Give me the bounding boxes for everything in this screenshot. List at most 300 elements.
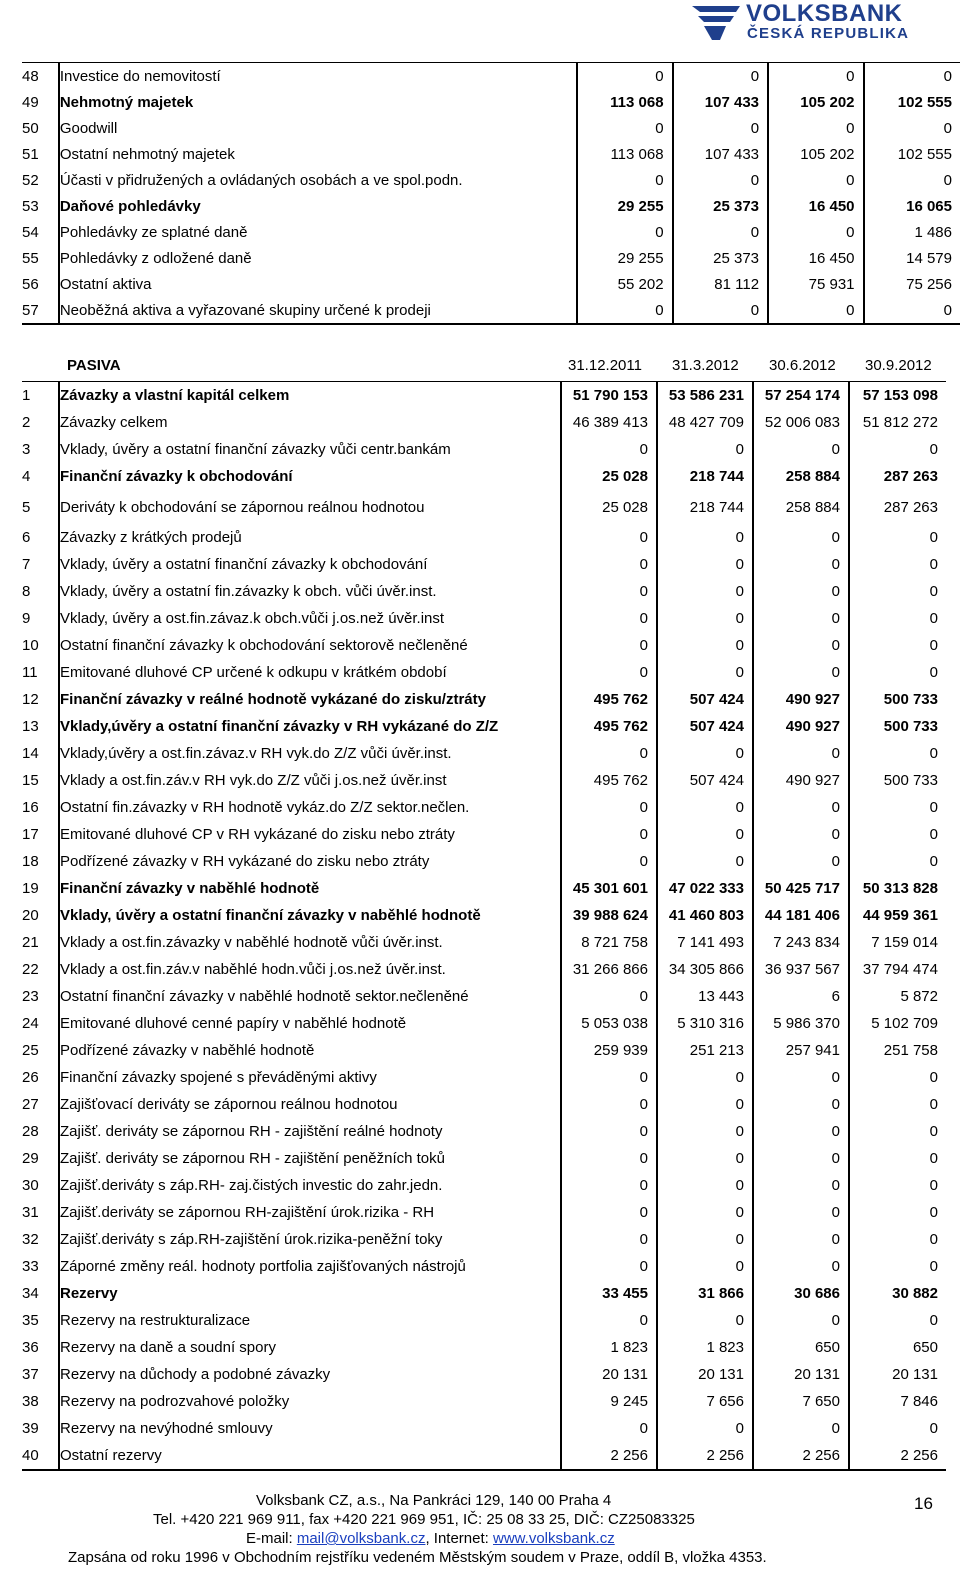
- table-row: [22, 1388, 946, 1415]
- row-value-2: 0: [657, 740, 753, 767]
- row-value-1: 0: [577, 167, 672, 193]
- row-value-4: 0: [929, 610, 938, 627]
- row-number: 22: [22, 956, 59, 983]
- row-value-2: 507 424: [657, 767, 753, 794]
- date-col-3: 30.6.2012: [769, 357, 836, 374]
- row-value-4: 0: [929, 1312, 938, 1329]
- row-value-4: 37 794 474: [862, 961, 938, 978]
- row-value-2: 0: [657, 1118, 753, 1145]
- row-value-4: 0: [929, 583, 938, 600]
- row-label: Zajišť.deriváty s záp.RH- zaj.čistých investic do zahr.jedn.: [59, 1172, 561, 1199]
- row-value-3: 0: [753, 848, 849, 875]
- row-value-4: 0: [929, 441, 938, 458]
- table-row: [22, 821, 946, 848]
- table-row: [22, 1118, 946, 1145]
- row-number: 20: [22, 902, 59, 929]
- row-value-2: 107 433: [673, 89, 768, 115]
- row-value-4: 0: [943, 301, 952, 319]
- row-number: 50: [22, 115, 59, 141]
- row-value-1: 113 068: [577, 141, 672, 167]
- row-value-4: 0: [929, 637, 938, 654]
- row-number: 49: [22, 89, 59, 115]
- row-value-4: 5 102 709: [871, 1015, 938, 1032]
- row-value-2: 0: [657, 578, 753, 605]
- row-number: 10: [22, 632, 59, 659]
- row-number: 23: [22, 983, 59, 1010]
- row-number: 7: [22, 551, 59, 578]
- row-value-3: 0: [753, 524, 849, 551]
- table-row: [22, 63, 960, 90]
- row-value-2: 0: [673, 297, 768, 324]
- row-value-1: 2 256: [561, 1442, 657, 1470]
- row-number: 32: [22, 1226, 59, 1253]
- table-row: [22, 1334, 946, 1361]
- row-number: 33: [22, 1253, 59, 1280]
- table-row: [22, 436, 946, 463]
- table-row: [22, 89, 960, 115]
- row-label: Vklady, úvěry a ostatní finanční závazky vůči centr.bankám: [59, 436, 561, 463]
- row-value-3: 258 884: [753, 490, 849, 524]
- row-label: Rezervy na důchody a podobné závazky: [59, 1361, 561, 1388]
- row-number: 17: [22, 821, 59, 848]
- row-value-1: 20 131: [561, 1361, 657, 1388]
- row-value-4: 102 555: [897, 93, 952, 111]
- row-number: 37: [22, 1361, 59, 1388]
- row-value-2: 1 823: [657, 1334, 753, 1361]
- row-number: 26: [22, 1064, 59, 1091]
- row-value-4: 0: [929, 1231, 938, 1248]
- table-row: [22, 983, 946, 1010]
- table-row: [22, 409, 946, 436]
- row-value-3: 0: [753, 1199, 849, 1226]
- row-value-3: 7 650: [753, 1388, 849, 1415]
- row-number: 1: [22, 382, 59, 410]
- row-value-3: 0: [768, 167, 863, 193]
- row-value-1: 113 068: [577, 89, 672, 115]
- row-value-1: 31 266 866: [561, 956, 657, 983]
- row-value-4: 20 131: [892, 1366, 938, 1383]
- row-value-4: 287 263: [883, 498, 938, 516]
- table-row: [22, 1307, 946, 1334]
- row-value-1: 0: [561, 524, 657, 551]
- row-label: Ostatní fin.závazky v RH hodnotě vykáz.do Z/Z sektor.nečlen.: [59, 794, 561, 821]
- row-value-1: 0: [561, 659, 657, 686]
- row-value-2: 0: [657, 1415, 753, 1442]
- row-value-4: 650: [912, 1339, 938, 1356]
- row-value-1: 495 762: [561, 713, 657, 740]
- table-row: [22, 1091, 946, 1118]
- row-value-2: 507 424: [657, 686, 753, 713]
- row-value-1: 45 301 601: [561, 875, 657, 902]
- row-value-1: 0: [561, 1118, 657, 1145]
- table-row: [22, 524, 946, 551]
- row-value-2: 0: [657, 848, 753, 875]
- row-value-3: 0: [753, 1307, 849, 1334]
- row-value-2: 13 443: [657, 983, 753, 1010]
- row-label: Pohledávky z odložené daně: [59, 245, 577, 271]
- row-value-1: 0: [561, 848, 657, 875]
- row-value-2: 0: [657, 1307, 753, 1334]
- row-label: Ostatní finanční závazky k obchodování sektorově nečleněné: [59, 632, 561, 659]
- row-value-3: 30 686: [753, 1280, 849, 1307]
- row-value-2: 31 866: [657, 1280, 753, 1307]
- row-value-1: 29 255: [577, 193, 672, 219]
- row-value-1: 0: [561, 983, 657, 1010]
- row-label: Neoběžná aktiva a vyřazované skupiny určené k prodeji: [59, 297, 577, 324]
- row-value-3: 0: [768, 63, 863, 90]
- table-row: [22, 245, 960, 271]
- row-label: Závazky a vlastní kapitál celkem: [59, 382, 561, 410]
- row-value-4: 0: [929, 1123, 938, 1140]
- row-value-4: 0: [929, 1096, 938, 1113]
- row-value-4: 57 153 098: [862, 387, 938, 404]
- table-row: [22, 659, 946, 686]
- row-value-2: 0: [657, 821, 753, 848]
- row-label: Rezervy na daně a soudní spory: [59, 1334, 561, 1361]
- row-value-1: 0: [577, 297, 672, 324]
- row-label: Zajišť. deriváty se zápornou RH - zajištění peněžních toků: [59, 1145, 561, 1172]
- row-number: 31: [22, 1199, 59, 1226]
- row-value-2: 0: [657, 1226, 753, 1253]
- table-row: [22, 1037, 946, 1064]
- row-value-1: 0: [577, 219, 672, 245]
- row-value-4: 51 812 272: [862, 414, 938, 431]
- row-value-4: 251 758: [883, 1042, 938, 1059]
- row-value-1: 0: [561, 740, 657, 767]
- table-row: [22, 1361, 946, 1388]
- row-value-2: 0: [657, 1064, 753, 1091]
- row-value-2: 0: [657, 1253, 753, 1280]
- row-value-4: 7 159 014: [871, 934, 938, 951]
- table-row: [22, 578, 946, 605]
- row-value-2: 20 131: [657, 1361, 753, 1388]
- table-row: [22, 1010, 946, 1037]
- row-value-2: 0: [657, 1145, 753, 1172]
- row-value-2: 41 460 803: [657, 902, 753, 929]
- table-row: [22, 956, 946, 983]
- row-value-1: 0: [561, 1415, 657, 1442]
- table-row: [22, 1145, 946, 1172]
- row-value-3: 75 931: [768, 271, 863, 297]
- row-label: Finanční závazky spojené s převáděnými aktivy: [59, 1064, 561, 1091]
- date-col-2: 31.3.2012: [672, 357, 739, 374]
- row-value-1: 0: [561, 605, 657, 632]
- row-value-3: 257 941: [753, 1037, 849, 1064]
- row-value-2: 0: [673, 63, 768, 90]
- table-row: [22, 1226, 946, 1253]
- liabilities-table: [22, 381, 946, 1471]
- table-row: [22, 115, 960, 141]
- row-label: Nehmotný majetek: [59, 89, 577, 115]
- row-number: 2: [22, 409, 59, 436]
- row-number: 24: [22, 1010, 59, 1037]
- row-value-3: 52 006 083: [753, 409, 849, 436]
- row-value-2: 0: [657, 1199, 753, 1226]
- row-value-3: 5 986 370: [753, 1010, 849, 1037]
- footer-registration: Zapsána od roku 1996 v Obchodním rejstříku vedeném Městským soudem v Praze, oddíl B, vložka 4353.: [68, 1549, 767, 1566]
- row-label: Zajišťovací deriváty se zápornou reálnou hodnotou: [59, 1091, 561, 1118]
- row-label: Zajišť.deriváty s záp.RH-zajištění úrok.rizika-peněžní toky: [59, 1226, 561, 1253]
- row-value-3: 0: [753, 1064, 849, 1091]
- row-value-1: 25 028: [561, 490, 657, 524]
- row-value-4: 16 065: [906, 197, 952, 215]
- row-value-3: 0: [753, 794, 849, 821]
- row-value-2: 7 656: [657, 1388, 753, 1415]
- row-value-3: 0: [753, 1172, 849, 1199]
- row-value-3: 6: [753, 983, 849, 1010]
- row-number: 11: [22, 659, 59, 686]
- row-value-4: 30 882: [892, 1285, 938, 1302]
- row-value-2: 0: [657, 632, 753, 659]
- row-value-1: 0: [561, 821, 657, 848]
- row-value-3: 0: [753, 1091, 849, 1118]
- footer-address: Volksbank CZ, a.s., Na Pankráci 129, 140 00 Praha 4: [256, 1492, 612, 1509]
- assets-table: [22, 62, 960, 325]
- row-number: 8: [22, 578, 59, 605]
- table-row: [22, 297, 960, 324]
- row-value-4: 0: [929, 556, 938, 573]
- row-value-4: 0: [929, 1069, 938, 1086]
- row-value-4: 0: [929, 853, 938, 870]
- row-value-1: 0: [561, 1226, 657, 1253]
- row-value-1: 0: [561, 632, 657, 659]
- row-value-2: 81 112: [673, 271, 768, 297]
- table-row: [22, 1253, 946, 1280]
- row-value-1: 25 028: [561, 463, 657, 490]
- row-value-2: 0: [657, 794, 753, 821]
- row-value-1: 259 939: [561, 1037, 657, 1064]
- row-number: 5: [22, 490, 59, 524]
- row-value-3: 7 243 834: [753, 929, 849, 956]
- row-value-1: 0: [561, 1199, 657, 1226]
- table-row: [22, 463, 946, 490]
- row-value-3: 36 937 567: [753, 956, 849, 983]
- row-number: 36: [22, 1334, 59, 1361]
- row-value-2: 0: [657, 659, 753, 686]
- row-value-4: 0: [929, 826, 938, 843]
- row-label: Rezervy na restrukturalizace: [59, 1307, 561, 1334]
- row-value-3: 258 884: [753, 463, 849, 490]
- row-value-2: 5 310 316: [657, 1010, 753, 1037]
- table-row: [22, 686, 946, 713]
- row-value-1: 0: [561, 1253, 657, 1280]
- row-label: Emitované dluhové cenné papíry v naběhlé hodnotě: [59, 1010, 561, 1037]
- row-number: 4: [22, 463, 59, 490]
- row-label: Finanční závazky v naběhlé hodnotě: [59, 875, 561, 902]
- row-value-4: 0: [929, 664, 938, 681]
- row-value-2: 48 427 709: [657, 409, 753, 436]
- row-label: Emitované dluhové CP v RH vykázané do zisku nebo ztráty: [59, 821, 561, 848]
- table-row: [22, 902, 946, 929]
- row-value-4: 0: [929, 1204, 938, 1221]
- row-value-2: 0: [673, 219, 768, 245]
- row-value-4: 0: [929, 745, 938, 762]
- row-value-3: 16 450: [768, 245, 863, 271]
- row-number: 19: [22, 875, 59, 902]
- row-number: 51: [22, 141, 59, 167]
- row-value-1: 0: [561, 436, 657, 463]
- table-row: [22, 767, 946, 794]
- row-value-3: 20 131: [753, 1361, 849, 1388]
- row-value-1: 8 721 758: [561, 929, 657, 956]
- row-value-3: 0: [753, 659, 849, 686]
- row-value-4: 7 846: [900, 1393, 938, 1410]
- row-value-3: 105 202: [768, 89, 863, 115]
- table-row: [22, 605, 946, 632]
- table-row: [22, 1415, 946, 1442]
- row-value-1: 0: [561, 578, 657, 605]
- row-value-2: 251 213: [657, 1037, 753, 1064]
- row-value-4: 14 579: [906, 249, 952, 267]
- row-number: 34: [22, 1280, 59, 1307]
- row-value-4: 500 733: [883, 718, 938, 735]
- row-label: Vklady,úvěry a ost.fin.závaz.v RH vyk.do Z/Z vůči úvěr.inst.: [59, 740, 561, 767]
- row-number: 48: [22, 63, 59, 90]
- row-label: Daňové pohledávky: [59, 193, 577, 219]
- row-number: 12: [22, 686, 59, 713]
- row-label: Vklady, úvěry a ostatní finanční závazky v naběhlé hodnotě: [59, 902, 561, 929]
- row-value-1: 495 762: [561, 767, 657, 794]
- row-value-2: 7 141 493: [657, 929, 753, 956]
- row-number: 25: [22, 1037, 59, 1064]
- row-label: Zajišť.deriváty se zápornou RH-zajištění úrok.rizika - RH: [59, 1199, 561, 1226]
- row-value-3: 50 425 717: [753, 875, 849, 902]
- row-value-2: 25 373: [673, 193, 768, 219]
- row-value-1: 0: [561, 551, 657, 578]
- row-value-2: 25 373: [673, 245, 768, 271]
- assets-table-body: [22, 63, 960, 325]
- row-label: Vklady, úvěry a ostatní fin.závazky k obch. vůči úvěr.inst.: [59, 578, 561, 605]
- row-label: Záporné změny reál. hodnoty portfolia zajišťovaných nástrojů: [59, 1253, 561, 1280]
- row-value-2: 0: [673, 167, 768, 193]
- row-value-3: 0: [753, 578, 849, 605]
- table-row: [22, 141, 960, 167]
- table-row: [22, 382, 946, 410]
- row-value-4: 0: [929, 1258, 938, 1275]
- row-value-1: 0: [561, 1091, 657, 1118]
- row-value-3: 57 254 174: [753, 382, 849, 410]
- row-value-2: 107 433: [673, 141, 768, 167]
- row-value-4: 0: [943, 171, 952, 189]
- row-number: 9: [22, 605, 59, 632]
- row-label: Investice do nemovitostí: [59, 63, 577, 90]
- row-value-4: 75 256: [906, 275, 952, 293]
- table-row: [22, 1442, 946, 1470]
- row-number: 40: [22, 1442, 59, 1470]
- row-value-2: 0: [673, 115, 768, 141]
- row-value-1: 0: [577, 63, 672, 90]
- website-link[interactable]: www.volksbank.cz: [493, 1530, 615, 1547]
- row-value-3: 0: [768, 115, 863, 141]
- row-value-2: 507 424: [657, 713, 753, 740]
- row-value-2: 0: [657, 436, 753, 463]
- row-value-4: 0: [929, 1420, 938, 1437]
- row-label: Vklady a ost.fin.záv.v naběhlé hodn.vůči j.os.než úvěr.inst.: [59, 956, 561, 983]
- table-row: [22, 1172, 946, 1199]
- row-number: 3: [22, 436, 59, 463]
- row-value-2: 2 256: [657, 1442, 753, 1470]
- row-value-2: 0: [657, 1172, 753, 1199]
- logo-wordmark: VOLKSBANK: [746, 0, 903, 27]
- row-label: Finanční závazky k obchodování: [59, 463, 561, 490]
- row-value-4: 1 486: [914, 223, 952, 241]
- row-number: 13: [22, 713, 59, 740]
- row-number: 21: [22, 929, 59, 956]
- row-number: 55: [22, 245, 59, 271]
- row-value-4: 0: [943, 67, 952, 85]
- row-label: Ostatní aktiva: [59, 271, 577, 297]
- row-value-2: 47 022 333: [657, 875, 753, 902]
- row-number: 16: [22, 794, 59, 821]
- row-number: 15: [22, 767, 59, 794]
- table-row: [22, 490, 946, 524]
- row-label: Vklady, úvěry a ostatní finanční závazky k obchodování: [59, 551, 561, 578]
- row-value-1: 0: [561, 1172, 657, 1199]
- row-value-4: 0: [929, 799, 938, 816]
- row-label: Vklady a ost.fin.záv.v RH vyk.do Z/Z vůči j.os.než úvěr.inst: [59, 767, 561, 794]
- table-row: [22, 193, 960, 219]
- date-col-4: 30.9.2012: [865, 357, 932, 374]
- row-value-1: 55 202: [577, 271, 672, 297]
- row-number: 28: [22, 1118, 59, 1145]
- footer-contacts: Tel. +420 221 969 911, fax +420 221 969 951, IČ: 25 08 33 25, DIČ: CZ25083325: [153, 1511, 695, 1528]
- row-value-3: 0: [753, 740, 849, 767]
- row-label: Podřízené závazky v naběhlé hodnotě: [59, 1037, 561, 1064]
- row-value-3: 16 450: [768, 193, 863, 219]
- row-number: 53: [22, 193, 59, 219]
- row-number: 14: [22, 740, 59, 767]
- logo-subtitle: ČESKÁ REPUBLIKA: [747, 25, 910, 42]
- table-row: [22, 1280, 946, 1307]
- row-value-1: 9 245: [561, 1388, 657, 1415]
- table-row: [22, 740, 946, 767]
- row-value-1: 0: [561, 1145, 657, 1172]
- row-label: Závazky celkem: [59, 409, 561, 436]
- row-value-3: 0: [768, 297, 863, 324]
- row-value-3: 0: [753, 1145, 849, 1172]
- row-value-1: 51 790 153: [561, 382, 657, 410]
- row-value-1: 0: [561, 794, 657, 821]
- row-value-2: 0: [657, 1091, 753, 1118]
- row-value-4: 500 733: [883, 691, 938, 708]
- row-value-3: 0: [753, 1253, 849, 1280]
- volksbank-logo-icon: [690, 2, 742, 42]
- row-value-4: 0: [929, 1177, 938, 1194]
- row-label: Rezervy na nevýhodné smlouvy: [59, 1415, 561, 1442]
- row-label: Rezervy na podrozvahové položky: [59, 1388, 561, 1415]
- liabilities-table-body: [22, 382, 946, 1471]
- row-value-3: 2 256: [753, 1442, 849, 1470]
- row-label: Emitované dluhové CP určené k odkupu v krátkém období: [59, 659, 561, 686]
- row-number: 30: [22, 1172, 59, 1199]
- row-label: Finanční závazky v reálné hodnotě vykázané do zisku/ztráty: [59, 686, 561, 713]
- row-label: Účasti v přidružených a ovládaných osobách a ve spol.podn.: [59, 167, 577, 193]
- row-value-1: 0: [561, 1307, 657, 1334]
- row-label: Závazky z krátkých prodejů: [59, 524, 561, 551]
- row-label: Zajišť. deriváty se zápornou RH - zajištění reálné hodnoty: [59, 1118, 561, 1145]
- row-label: Rezervy: [59, 1280, 561, 1307]
- table-row: [22, 875, 946, 902]
- table-row: [22, 848, 946, 875]
- row-value-3: 0: [753, 632, 849, 659]
- email-link[interactable]: mail@volksbank.cz: [296, 1530, 426, 1547]
- table-row: [22, 632, 946, 659]
- row-value-3: 490 927: [753, 686, 849, 713]
- row-label: Vklady,úvěry a ostatní finanční závazky v RH vykázané do Z/Z: [59, 713, 561, 740]
- row-label: Deriváty k obchodování se zápornou reálnou hodnotou: [59, 490, 561, 524]
- row-value-2: 0: [657, 605, 753, 632]
- row-number: 38: [22, 1388, 59, 1415]
